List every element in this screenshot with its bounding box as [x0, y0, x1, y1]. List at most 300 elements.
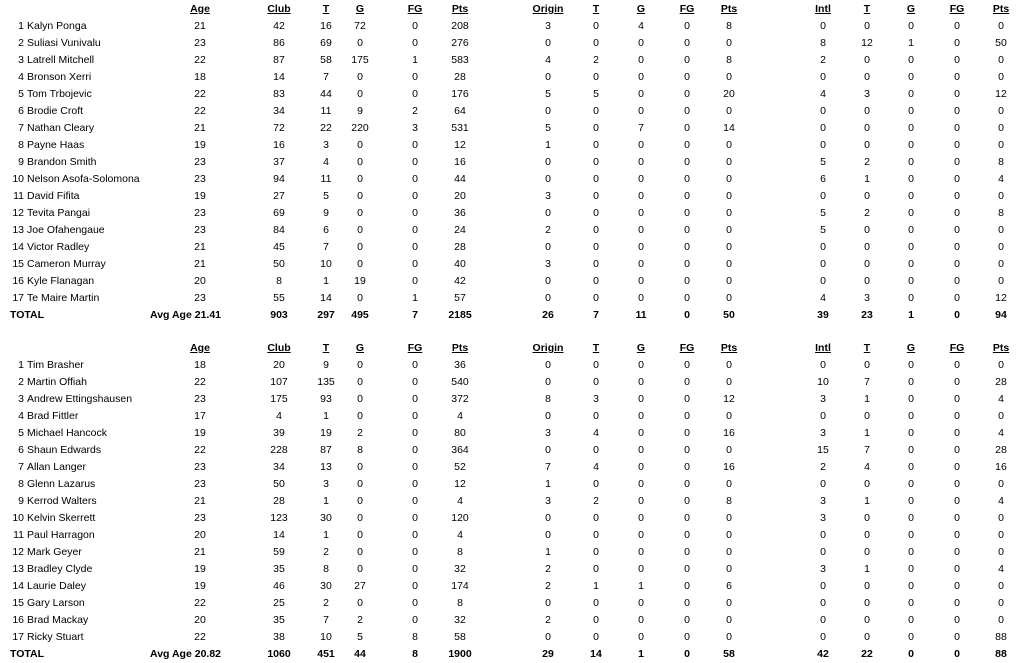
intl-tries-cell: 12: [861, 37, 873, 49]
club-goals-cell: 0: [357, 173, 363, 185]
club-points-cell: 36: [454, 359, 466, 371]
field-goals-header: FG: [407, 3, 423, 15]
player-name: Allan Langer: [27, 461, 86, 473]
club-field-goals-cell: 0: [412, 139, 418, 151]
club-field-goals-cell: 0: [412, 444, 418, 456]
goals-header: G: [355, 3, 365, 15]
origin-goals-cell: 0: [638, 275, 644, 287]
origin-points-header: Pts: [720, 3, 738, 15]
intl-points-cell: 0: [998, 580, 1004, 592]
origin-points-cell: 0: [726, 258, 732, 270]
intl-goals-cell: 0: [908, 241, 914, 253]
origin-games-cell: 0: [545, 275, 551, 287]
origin-tries-cell: 2: [593, 54, 599, 66]
club-field-goals-cell: 0: [412, 71, 418, 83]
club-points-cell: 52: [454, 461, 466, 473]
origin-tries-cell: 0: [593, 275, 599, 287]
player-name: Nathan Cleary: [27, 122, 95, 134]
club-goals-cell: 2: [357, 427, 363, 439]
tries-header: T: [322, 342, 330, 354]
origin-tries-cell: 0: [593, 512, 599, 524]
row-number: 4: [18, 71, 24, 83]
origin-goals-cell: 0: [638, 139, 644, 151]
intl-points-cell: 0: [998, 546, 1004, 558]
intl-tries-cell: 7: [864, 444, 870, 456]
club-field-goals-cell: 1: [412, 292, 418, 304]
club-games-cell: 35: [273, 563, 285, 575]
intl-goals-cell: 0: [908, 88, 914, 100]
intl-points-cell: 8: [998, 156, 1004, 168]
total-og-cell: 1: [638, 648, 644, 660]
intl-field-goals-cell: 0: [954, 241, 960, 253]
origin-points-cell: 0: [726, 190, 732, 202]
table-row: [0, 629, 1024, 646]
origin-tries-cell: 0: [593, 224, 599, 236]
origin-points-cell: 0: [726, 614, 732, 626]
intl-tries-cell: 0: [864, 241, 870, 253]
intl-points-cell: 28: [995, 376, 1007, 388]
club-games-cell: 175: [270, 393, 288, 405]
club-points-cell: 28: [454, 241, 466, 253]
club-games-cell: 20: [273, 359, 285, 371]
age-cell: 19: [194, 139, 206, 151]
origin-field-goals-cell: 0: [684, 376, 690, 388]
header-row: [0, 1, 1024, 18]
intl-games-cell: 5: [820, 156, 826, 168]
row-number: 13: [12, 224, 24, 236]
intl-games-cell: 0: [820, 631, 826, 643]
club-points-cell: 20: [454, 190, 466, 202]
intl-goals-cell: 0: [908, 54, 914, 66]
origin-tries-cell: 0: [593, 20, 599, 32]
origin-tries-cell: 0: [593, 529, 599, 541]
club-tries-cell: 1: [323, 275, 329, 287]
origin-tries-cell: 5: [593, 88, 599, 100]
club-tries-cell: 7: [323, 614, 329, 626]
player-name: Suliasi Vunivalu: [27, 37, 101, 49]
intl-points-cell: 0: [998, 258, 1004, 270]
origin-games-cell: 7: [545, 461, 551, 473]
intl-games-cell: 3: [820, 393, 826, 405]
origin-goals-cell: 0: [638, 207, 644, 219]
intl-tries-cell: 1: [864, 427, 870, 439]
intl-tries-cell: 1: [864, 393, 870, 405]
player-name: Te Maire Martin: [27, 292, 100, 304]
total-ot-cell: 7: [593, 309, 599, 321]
origin-points-cell: 0: [726, 139, 732, 151]
total-row: [0, 307, 1024, 324]
club-points-cell: 176: [451, 88, 469, 100]
table-row: [0, 222, 1024, 239]
player-name: Martin Offiah: [27, 376, 87, 388]
total-t-cell: 297: [317, 309, 335, 321]
club-games-cell: 94: [273, 173, 285, 185]
intl-field-goals-cell: 0: [954, 139, 960, 151]
origin-tries-cell: 0: [593, 546, 599, 558]
origin-tries-cell: 0: [593, 139, 599, 151]
field-goals-header: FG: [407, 342, 423, 354]
player-name: Brad Fittler: [27, 410, 79, 422]
age-cell: 19: [194, 190, 206, 202]
intl-points-cell: 0: [998, 597, 1004, 609]
intl-goals-cell: 0: [908, 275, 914, 287]
intl-field-goals-cell: 0: [954, 631, 960, 643]
intl-tries-cell: 1: [864, 495, 870, 507]
club-goals-cell: 0: [357, 359, 363, 371]
club-goals-cell: 9: [357, 105, 363, 117]
row-number: 2: [18, 376, 24, 388]
origin-games-cell: 0: [545, 597, 551, 609]
intl-games-cell: 0: [820, 597, 826, 609]
age-cell: 19: [194, 427, 206, 439]
intl-field-goals-cell: 0: [954, 546, 960, 558]
intl-games-cell: 2: [820, 461, 826, 473]
club-goals-cell: 0: [357, 563, 363, 575]
intl-points-cell: 12: [995, 292, 1007, 304]
intl-goals-cell: 0: [908, 207, 914, 219]
player-name: Ricky Stuart: [27, 631, 84, 643]
origin-field-goals-cell: 0: [684, 427, 690, 439]
player-name: Tom Trbojevic: [27, 88, 92, 100]
player-name: Shaun Edwards: [27, 444, 102, 456]
origin-field-goals-cell: 0: [684, 105, 690, 117]
total-fg-cell: 8: [412, 648, 418, 660]
club-goals-cell: 0: [357, 139, 363, 151]
age-cell: 23: [194, 207, 206, 219]
intl-goals-cell: 1: [908, 37, 914, 49]
club-goals-cell: 0: [357, 495, 363, 507]
origin-games-cell: 3: [545, 427, 551, 439]
club-goals-cell: 27: [354, 580, 366, 592]
origin-games-cell: 0: [545, 241, 551, 253]
origin-field-goals-cell: 0: [684, 71, 690, 83]
club-games-cell: 50: [273, 258, 285, 270]
total-g-cell: 44: [354, 648, 366, 660]
club-field-goals-cell: 0: [412, 173, 418, 185]
club-tries-cell: 2: [323, 546, 329, 558]
club-tries-cell: 9: [323, 207, 329, 219]
club-field-goals-cell: 0: [412, 37, 418, 49]
intl-games-cell: 0: [820, 359, 826, 371]
club-points-cell: 57: [454, 292, 466, 304]
intl-tries-cell: 0: [864, 105, 870, 117]
intl-points-cell: 0: [998, 139, 1004, 151]
age-cell: 21: [194, 241, 206, 253]
origin-tries-cell: 4: [593, 461, 599, 473]
origin-goals-cell: 0: [638, 427, 644, 439]
goals-header: G: [355, 342, 365, 354]
origin-games-cell: 5: [545, 122, 551, 134]
origin-field-goals-cell: 0: [684, 512, 690, 524]
row-number: 4: [18, 410, 24, 422]
intl-tries-cell: 7: [864, 376, 870, 388]
intl-games-cell: 4: [820, 292, 826, 304]
origin-field-goals-cell: 0: [684, 292, 690, 304]
player-name: Gary Larson: [27, 597, 85, 609]
intl-tries-cell: 3: [864, 292, 870, 304]
origin-points-cell: 0: [726, 173, 732, 185]
club-games-cell: 42: [273, 20, 285, 32]
club-games-cell: 87: [273, 54, 285, 66]
club-goals-cell: 5: [357, 631, 363, 643]
intl-field-goals-cell: 0: [954, 20, 960, 32]
origin-points-cell: 8: [726, 20, 732, 32]
intl-points-cell: 12: [995, 88, 1007, 100]
age-cell: 22: [194, 105, 206, 117]
row-number: 12: [12, 546, 24, 558]
row-number: 2: [18, 37, 24, 49]
origin-tries-cell: 0: [593, 597, 599, 609]
club-goals-cell: 0: [357, 241, 363, 253]
intl-field-goals-cell: 0: [954, 292, 960, 304]
club-points-cell: 583: [451, 54, 469, 66]
origin-goals-cell: 0: [638, 563, 644, 575]
intl-tries-cell: 4: [864, 461, 870, 473]
club-field-goals-cell: 0: [412, 275, 418, 287]
origin-field-goals-cell: 0: [684, 54, 690, 66]
intl-games-cell: 10: [817, 376, 829, 388]
intl-games-cell: 5: [820, 224, 826, 236]
age-cell: 21: [194, 546, 206, 558]
table-row: [0, 425, 1024, 442]
origin-points-cell: 0: [726, 292, 732, 304]
origin-field-goals-cell: 0: [684, 478, 690, 490]
origin-goals-cell: 4: [638, 20, 644, 32]
intl-games-cell: 0: [820, 410, 826, 422]
intl-field-goals-cell: 0: [954, 597, 960, 609]
table-row: [0, 18, 1024, 35]
row-number: 5: [18, 88, 24, 100]
club-games-cell: 16: [273, 139, 285, 151]
club-tries-cell: 7: [323, 241, 329, 253]
intl-goals-cell: 0: [908, 71, 914, 83]
club-tries-cell: 19: [320, 427, 332, 439]
origin-points-cell: 0: [726, 156, 732, 168]
club-tries-cell: 10: [320, 631, 332, 643]
total-ofg-cell: 0: [684, 309, 690, 321]
intl-games-cell: 2: [820, 54, 826, 66]
row-number: 17: [12, 631, 24, 643]
club-games-cell: 228: [270, 444, 288, 456]
origin-points-cell: 0: [726, 546, 732, 558]
intl-field-goals-cell: 0: [954, 427, 960, 439]
intl-goals-cell: 0: [908, 631, 914, 643]
table-row: [0, 35, 1024, 52]
intl-games-cell: 0: [820, 139, 826, 151]
club-goals-cell: 0: [357, 546, 363, 558]
total-fg-cell: 7: [412, 309, 418, 321]
origin-field-goals-cell: 0: [684, 393, 690, 405]
club-games-cell: 37: [273, 156, 285, 168]
club-points-cell: 44: [454, 173, 466, 185]
intl-goals-cell: 0: [908, 139, 914, 151]
intl-tries-header: T: [863, 342, 871, 354]
table-row: [0, 408, 1024, 425]
origin-goals-cell: 0: [638, 631, 644, 643]
origin-field-goals-cell: 0: [684, 241, 690, 253]
table-row: [0, 69, 1024, 86]
origin-tries-cell: 0: [593, 631, 599, 643]
origin-goals-cell: 0: [638, 258, 644, 270]
origin-tries-cell: 0: [593, 173, 599, 185]
age-cell: 19: [194, 580, 206, 592]
intl-tries-cell: 0: [864, 512, 870, 524]
origin-goals-header: G: [636, 3, 646, 15]
player-name: Cameron Murray: [27, 258, 106, 270]
club-goals-cell: 0: [357, 190, 363, 202]
origin-points-cell: 0: [726, 241, 732, 253]
intl-field-goals-cell: 0: [954, 495, 960, 507]
player-name: Brad Mackay: [27, 614, 89, 626]
origin-tries-cell: 3: [593, 393, 599, 405]
intl-goals-cell: 0: [908, 444, 914, 456]
intl-field-goals-cell: 0: [954, 563, 960, 575]
origin-field-goals-cell: 0: [684, 461, 690, 473]
player-name: Kerrod Walters: [27, 495, 97, 507]
intl-tries-cell: 0: [864, 614, 870, 626]
stats-table-current: [0, 1, 1024, 324]
total-label: TOTAL: [10, 648, 45, 660]
club-tries-cell: 3: [323, 478, 329, 490]
table-row: [0, 510, 1024, 527]
table-row: [0, 357, 1024, 374]
intl-tries-cell: 0: [864, 580, 870, 592]
intl-header: Intl: [815, 342, 831, 354]
age-cell: 20: [194, 529, 206, 541]
row-number: 11: [13, 529, 24, 541]
row-number: 8: [18, 478, 24, 490]
row-number: 7: [18, 461, 24, 473]
origin-field-goals-cell: 0: [684, 275, 690, 287]
club-goals-cell: 220: [351, 122, 369, 134]
club-field-goals-cell: 0: [412, 393, 418, 405]
club-points-cell: 372: [451, 393, 469, 405]
origin-field-goals-cell: 0: [684, 88, 690, 100]
row-number: 10: [12, 512, 24, 524]
origin-games-cell: 0: [545, 292, 551, 304]
club-goals-cell: 0: [357, 393, 363, 405]
row-number: 16: [12, 275, 24, 287]
intl-points-cell: 0: [998, 478, 1004, 490]
intl-tries-cell: 0: [864, 190, 870, 202]
intl-games-cell: 0: [820, 546, 826, 558]
club-games-cell: 72: [273, 122, 285, 134]
origin-goals-cell: 7: [638, 122, 644, 134]
club-tries-cell: 16: [320, 20, 332, 32]
intl-goals-cell: 0: [908, 376, 914, 388]
origin-points-cell: 0: [726, 597, 732, 609]
table-row: [0, 120, 1024, 137]
age-cell: 23: [194, 461, 206, 473]
player-name: Joe Ofahengaue: [27, 224, 105, 236]
table-row: [0, 459, 1024, 476]
total-opts-cell: 50: [723, 309, 735, 321]
origin-goals-cell: 0: [638, 292, 644, 304]
row-number: 14: [12, 241, 24, 253]
origin-games-cell: 4: [545, 54, 551, 66]
player-name: Payne Haas: [27, 139, 85, 151]
club-points-cell: 58: [454, 631, 466, 643]
intl-points-cell: 4: [998, 427, 1004, 439]
age-cell: 23: [194, 156, 206, 168]
intl-games-cell: 5: [820, 207, 826, 219]
club-field-goals-cell: 0: [412, 614, 418, 626]
club-goals-cell: 175: [351, 54, 369, 66]
intl-points-cell: 50: [995, 37, 1007, 49]
origin-field-goals-cell: 0: [684, 597, 690, 609]
intl-points-cell: 0: [998, 241, 1004, 253]
age-cell: 18: [194, 71, 206, 83]
origin-points-cell: 12: [723, 393, 735, 405]
club-tries-cell: 30: [320, 512, 332, 524]
intl-goals-cell: 0: [908, 156, 914, 168]
club-goals-cell: 0: [357, 71, 363, 83]
intl-points-cell: 0: [998, 20, 1004, 32]
club-header: Club: [267, 342, 291, 354]
club-field-goals-cell: 0: [412, 224, 418, 236]
club-games-cell: 46: [273, 580, 285, 592]
age-cell: 23: [194, 512, 206, 524]
row-number: 11: [13, 190, 24, 202]
club-goals-cell: 8: [357, 444, 363, 456]
age-cell: 21: [194, 258, 206, 270]
club-points-cell: 12: [454, 478, 466, 490]
origin-tries-header: T: [592, 3, 600, 15]
intl-points-cell: 0: [998, 54, 1004, 66]
intl-tries-cell: 0: [864, 410, 870, 422]
origin-goals-cell: 1: [638, 580, 644, 592]
origin-field-goals-cell: 0: [684, 224, 690, 236]
row-number: 6: [18, 444, 24, 456]
club-points-cell: 4: [457, 495, 463, 507]
origin-goals-cell: 0: [638, 359, 644, 371]
origin-tries-header: T: [592, 342, 600, 354]
club-tries-cell: 1: [323, 410, 329, 422]
club-field-goals-cell: 0: [412, 546, 418, 558]
club-points-cell: 64: [454, 105, 466, 117]
table-row: [0, 103, 1024, 120]
age-cell: 18: [194, 359, 206, 371]
intl-points-cell: 0: [998, 512, 1004, 524]
origin-games-cell: 5: [545, 88, 551, 100]
club-tries-cell: 93: [320, 393, 332, 405]
row-number: 15: [12, 597, 24, 609]
intl-tries-cell: 0: [864, 478, 870, 490]
origin-games-cell: 0: [545, 156, 551, 168]
origin-tries-cell: 0: [593, 292, 599, 304]
club-games-cell: 14: [273, 71, 285, 83]
age-cell: 21: [194, 122, 206, 134]
club-field-goals-cell: 0: [412, 20, 418, 32]
origin-goals-cell: 0: [638, 224, 644, 236]
table-row: [0, 527, 1024, 544]
origin-goals-cell: 0: [638, 88, 644, 100]
intl-tries-cell: 0: [864, 258, 870, 270]
club-games-cell: 83: [273, 88, 285, 100]
club-points-cell: 208: [451, 20, 469, 32]
total-og-cell: 11: [635, 309, 647, 321]
origin-points-cell: 6: [726, 580, 732, 592]
total-pts-cell: 1900: [448, 648, 472, 660]
origin-field-goals-cell: 0: [684, 156, 690, 168]
origin-goals-cell: 0: [638, 614, 644, 626]
row-number: 5: [18, 427, 24, 439]
origin-goals-cell: 0: [638, 376, 644, 388]
total-g-cell: 495: [351, 309, 369, 321]
club-tries-cell: 30: [320, 580, 332, 592]
origin-games-cell: 0: [545, 207, 551, 219]
origin-goals-cell: 0: [638, 495, 644, 507]
